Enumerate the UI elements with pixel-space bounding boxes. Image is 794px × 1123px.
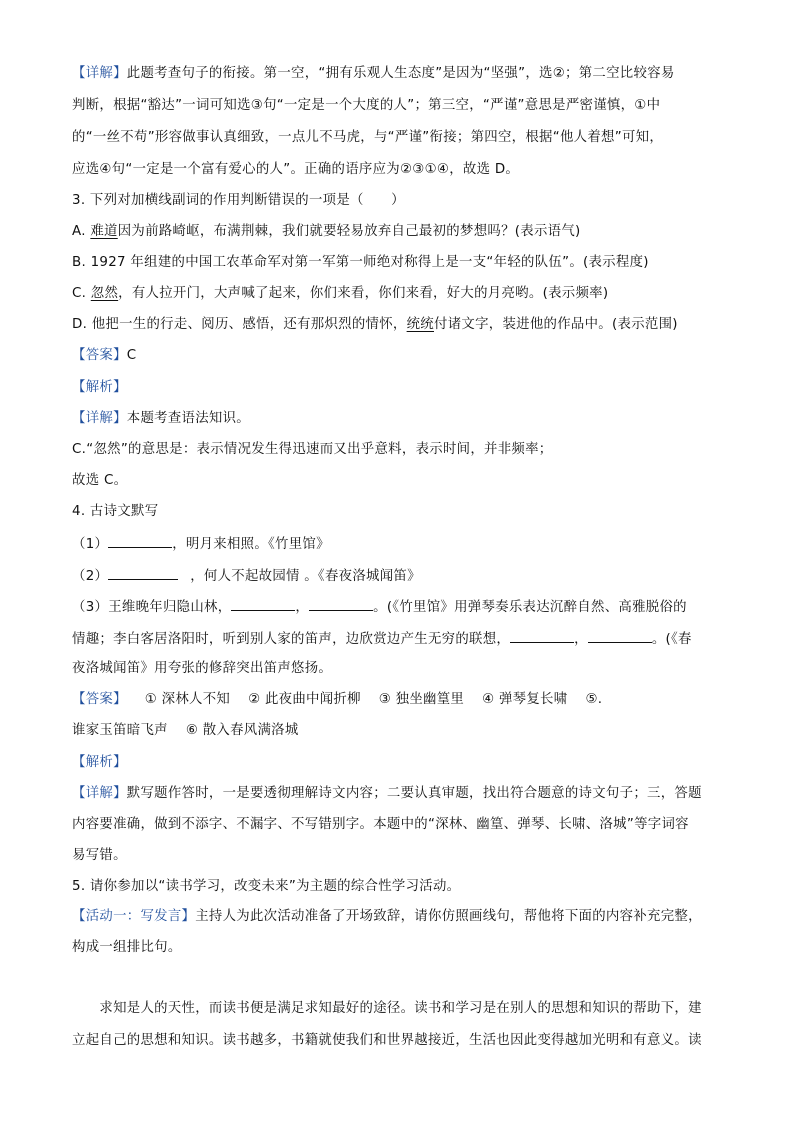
q4-answer-line-1 xyxy=(72,690,602,710)
fill-blank xyxy=(108,533,172,548)
detail-heading: 【详解】 xyxy=(72,66,127,81)
q5-paragraph-line-2: 立起自己的思想和知识。读书越多，书籍就使我们和世界越接近，生活也因此变得越加光明和有意义。读 xyxy=(72,1033,702,1048)
q4-item-3-line-3: 夜洛城闻笛》用夸张的修辞突出笛声悠扬。 xyxy=(72,661,333,676)
q3-detail-line-3: 故选 C。 xyxy=(72,473,128,488)
fill-blank xyxy=(108,565,178,580)
q3-answer xyxy=(72,346,136,366)
answer-1: ① 深林人不知 xyxy=(144,692,231,707)
q4-item-2 xyxy=(72,565,421,587)
fill-blank xyxy=(510,628,574,643)
answer-heading: 【答案】 xyxy=(72,348,127,363)
item-3-text-b: 。(《竹里馆》用弹琴奏乐表达沉醉自然、高雅脱俗的 xyxy=(373,600,687,615)
item-3-text-a: （3）王维晚年归隐山林， xyxy=(72,600,232,615)
detail-heading: 【详解】 xyxy=(72,411,127,426)
detail-heading: 【详解】 xyxy=(72,786,127,801)
fill-blank xyxy=(588,628,652,643)
q5-activity-line-1 xyxy=(72,907,702,927)
answer-5: 谁家玉笛暗飞声 xyxy=(72,723,168,738)
option-c-underlined-word: 忽然 xyxy=(90,286,119,301)
item-3-line-2-end: 。(《春 xyxy=(651,632,692,647)
detail-text: 默写题作答时，一是要透彻理解诗文内容；二要认真审题，找出符合题意的诗文句子；三，答题 xyxy=(126,786,702,801)
q3-analysis-heading: 【解析】 xyxy=(72,380,127,395)
item-3-line-2-text: 情趣；李白客居洛阳时，听到别人家的笛声，边欣赏边产生无穷的联想， xyxy=(72,632,511,647)
activity-heading: 【活动一：写发言】 xyxy=(72,909,196,924)
answer-5-number: ⑤. xyxy=(585,692,603,707)
option-d-text-pre: D. 他把一生的行走、阅历、感悟，还有那炽烈的情怀， xyxy=(72,317,407,332)
q3-detail-line-2: C.“忽然”的意思是：表示情况发生得迅速而又出乎意料，表示时间，并非频率； xyxy=(72,442,553,457)
item-2-text: ，何人不起故园情 。《春夜洛城闻笛》 xyxy=(190,569,421,584)
fill-blank xyxy=(309,596,373,611)
q5-stem: 5. 请你参加以“读书学习，改变未来”为主题的综合性学习活动。 xyxy=(72,879,461,894)
q4-item-3-line-2 xyxy=(72,628,692,650)
q4-analysis-heading: 【解析】 xyxy=(72,755,127,770)
detail-text: 本题考查语法知识。 xyxy=(126,411,250,426)
q2-explanation-line-3: 的“一丝不苟”形容做事认真细致，一点儿不马虎，与“严谨”衔接；第四空，根据“他人着想”可知， xyxy=(72,130,664,145)
option-d-underlined-word: 统统 xyxy=(406,317,434,332)
q3-option-c xyxy=(72,284,608,304)
q3-option-a xyxy=(72,222,581,242)
item-3-line-2-separator: ， xyxy=(574,632,588,647)
q4-detail-line-3: 易写错。 xyxy=(72,848,127,863)
answer-2: ② 此夜曲中闻折柳 xyxy=(248,692,361,707)
option-c-label: C. xyxy=(72,286,91,301)
item-2-number: （2） xyxy=(72,569,109,584)
option-d-text-post: 付诸文字，装进他的作品中。(表示范围) xyxy=(434,317,678,332)
q4-detail-line-2: 内容要准确，做到不添字、不漏字、不写错别字。本题中的“深林、幽篁、弹琴、长啸、洛城”等字词容 xyxy=(72,817,689,832)
option-a-text: 因为前路崎岖，布满荆棘，我们就要轻易放弃自己最初的梦想吗？(表示语气) xyxy=(117,224,581,239)
q4-answer-line-2 xyxy=(72,721,299,741)
item-1-text: ，明月来相照。《竹里馆》 xyxy=(172,537,330,552)
q4-stem: 4. 古诗文默写 xyxy=(72,504,159,519)
q2-explanation-text: 此题考查句子的衔接。第一空，“拥有乐观人生态度”是因为“坚强”，选②；第二空比较容易 xyxy=(126,66,675,81)
activity-text: 主持人为此次活动准备了开场致辞，请你仿照画线句，帮他将下面的内容补充完整， xyxy=(195,909,702,924)
answer-value: C xyxy=(126,348,137,363)
q4-item-1 xyxy=(72,533,330,555)
answer-6: ⑥ 散入春风满洛城 xyxy=(185,723,299,738)
fill-blank xyxy=(231,596,295,611)
answer-heading: 【答案】 xyxy=(72,692,127,707)
option-a-underlined-word: 难道 xyxy=(90,224,118,239)
item-1-number: （1） xyxy=(72,537,109,552)
answer-4: ④ 弹琴复长啸 xyxy=(482,692,568,707)
q4-item-3-line-1 xyxy=(72,596,687,618)
q5-paragraph-line-1: 求知是人的天性，而读书便是满足求知最好的途径。读书和学习是在别人的思想和知识的帮助下，建 xyxy=(72,1001,702,1016)
answer-3: ③ 独坐幽篁里 xyxy=(378,692,465,707)
q4-detail-line-1 xyxy=(72,784,702,804)
option-c-text: ，有人拉开门，大声喊了起来，你们来看，你们来看，好大的月亮哟。(表示频率) xyxy=(118,286,609,301)
q5-activity-line-2: 构成一组排比句。 xyxy=(72,940,182,955)
item-3-separator: ， xyxy=(295,600,310,615)
q2-explanation-line-2: 判断，根据“豁达”一词可知选③句“一定是一个大度的人”；第三空，“严谨”意思是严密谨慎，①中 xyxy=(72,98,661,113)
q2-explanation-line-4: 应选④句“一定是一个富有爱心的人”。正确的语序应为②③①④，故选 D。 xyxy=(72,162,520,177)
q3-stem: 3. 下列对加横线副词的作用判断错误的一项是（ ） xyxy=(72,193,405,208)
option-a-label: A. xyxy=(72,224,91,239)
q3-option-d xyxy=(72,315,678,335)
q3-detail xyxy=(72,409,250,429)
q3-option-b: B. 1927 年组建的中国工农革命军对第一军第一师绝对称得上是一支“年轻的队伍”。(表示程度) xyxy=(72,255,649,270)
q2-explanation-line-1 xyxy=(72,64,675,84)
